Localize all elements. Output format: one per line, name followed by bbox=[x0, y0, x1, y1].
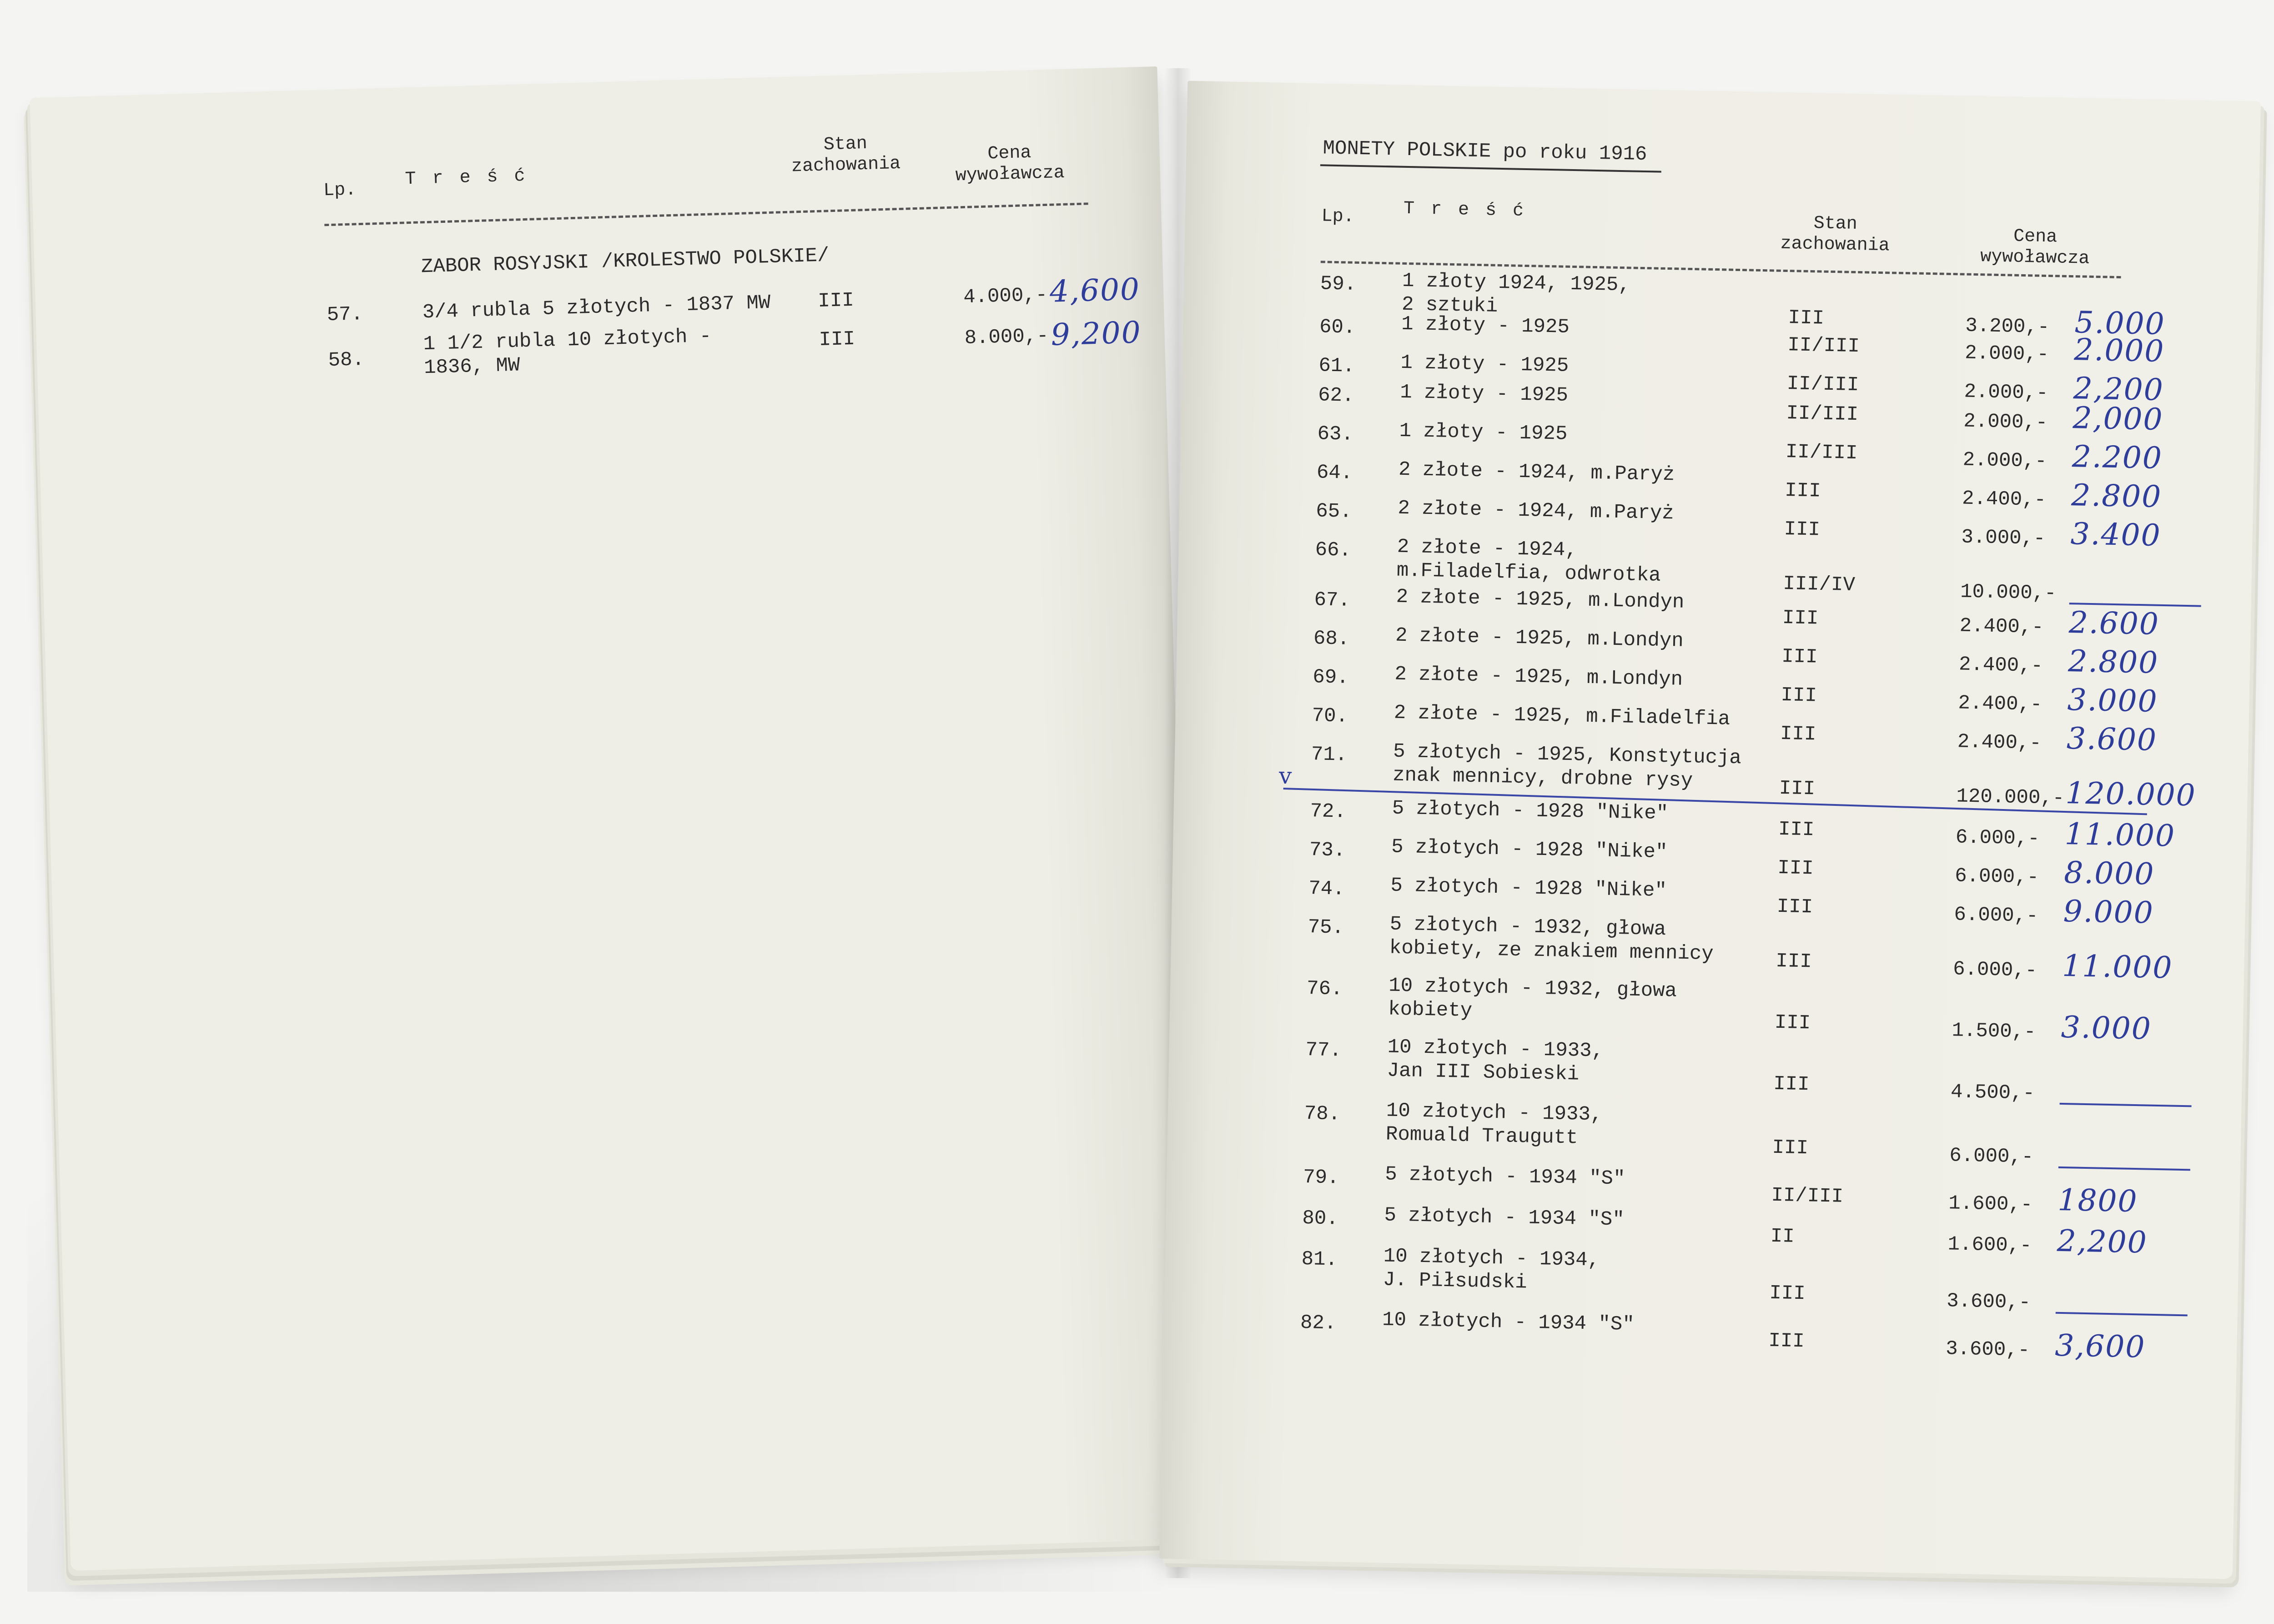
margin-check-mark: v bbox=[1278, 762, 1292, 789]
handwritten-result: 3.000 bbox=[2067, 682, 2158, 719]
item-description-line: m.Filadelfia, odwrotka bbox=[1396, 559, 1661, 587]
item-description-line: 2 złote - 1924, m.Paryż bbox=[1397, 497, 1675, 525]
item-description bbox=[1396, 585, 1685, 614]
item-description-line: 5 złotych - 1934 "S" bbox=[1384, 1204, 1625, 1232]
col-header-cena-line2: wywoławcza bbox=[955, 162, 1065, 186]
col-header-lp: Lp. bbox=[323, 180, 357, 201]
item-price: 3.200,- bbox=[1965, 314, 2050, 339]
item-price: 4.500,- bbox=[1950, 1081, 2035, 1105]
item-condition: III bbox=[817, 289, 855, 313]
item-description bbox=[1393, 740, 1742, 794]
handwritten-result: 3,600 bbox=[2054, 1327, 2146, 1365]
item-lp: 60. bbox=[1319, 316, 1356, 339]
item-lp: 76. bbox=[1306, 977, 1343, 1001]
item-lp: 64. bbox=[1316, 461, 1353, 485]
item-condition: III bbox=[1788, 307, 1825, 330]
item-condition: III bbox=[1768, 1329, 1805, 1353]
item-lp: 63. bbox=[1317, 422, 1354, 446]
item-condition: III bbox=[1772, 1136, 1809, 1160]
col-header-cena bbox=[941, 141, 1078, 187]
item-condition: III bbox=[1781, 645, 1818, 669]
handwritten-result: 2.800 bbox=[2071, 478, 2162, 514]
item-description-line: 10 złotych - 1932, głowa bbox=[1388, 974, 1677, 1003]
item-description-line: 5 złotych - 1928 "Nike" bbox=[1391, 835, 1668, 864]
item-price: 2.000,- bbox=[1964, 342, 2049, 367]
col-header-cena-line1: Cena bbox=[987, 142, 1032, 165]
item-lp: 68. bbox=[1313, 627, 1350, 651]
item-price: 6.000,- bbox=[1954, 865, 2039, 889]
item-description: 3/4 rubla 5 złotych - 1837 MW bbox=[422, 291, 771, 324]
handwritten-dash-line bbox=[2058, 1166, 2190, 1171]
item-description bbox=[1400, 381, 1569, 407]
item-description bbox=[1394, 663, 1683, 692]
col-header-stan-line1: Stan bbox=[823, 133, 868, 156]
item-condition: II/III bbox=[1786, 372, 1859, 397]
header-divider bbox=[324, 202, 1088, 226]
item-lp: 70. bbox=[1312, 704, 1348, 728]
item-lp: 81. bbox=[1301, 1247, 1338, 1272]
item-description bbox=[1396, 535, 1661, 588]
item-description bbox=[1392, 797, 1668, 826]
item-description bbox=[1387, 1035, 1604, 1086]
item-price: 1.500,- bbox=[1952, 1019, 2036, 1044]
item-condition: III bbox=[1778, 818, 1815, 842]
col-header-cena bbox=[1957, 225, 2113, 270]
col-header-lp: Lp. bbox=[1321, 206, 1355, 227]
item-description bbox=[1385, 1162, 1625, 1191]
item-condition: III bbox=[1779, 777, 1816, 801]
item-description bbox=[1386, 1099, 1603, 1150]
item-lp: 62. bbox=[1318, 384, 1354, 407]
handwritten-dash-line bbox=[2056, 1312, 2188, 1317]
item-price: 6.000,- bbox=[1954, 903, 2038, 928]
item-condition: III bbox=[819, 327, 855, 352]
handwritten-result: 9,200 bbox=[1050, 315, 1142, 352]
item-description bbox=[1390, 874, 1667, 903]
item-price: 10.000,- bbox=[1960, 580, 2057, 605]
item-description-line: kobiety bbox=[1388, 998, 1473, 1023]
item-description-line: 2 złote - 1925, m.Londyn bbox=[1396, 585, 1685, 614]
item-description-line: 5 złotych - 1932, głowa bbox=[1389, 913, 1666, 941]
item-price: 3.000,- bbox=[1961, 526, 2046, 551]
item-description-line: 1 złoty - 1925 bbox=[1400, 351, 1569, 377]
handwritten-result: 2.200 bbox=[2072, 439, 2163, 476]
item-lp: 75. bbox=[1308, 916, 1344, 940]
item-description-line: 2 złote - 1925, m.Londyn bbox=[1394, 663, 1683, 691]
handwritten-result: 3.000 bbox=[2061, 1009, 2152, 1046]
col-header-stan bbox=[759, 132, 932, 179]
item-lp: 79. bbox=[1303, 1166, 1339, 1190]
item-description bbox=[423, 325, 712, 380]
handwritten-result: 2,000 bbox=[2072, 400, 2164, 437]
item-description-line: 1 złoty - 1925 bbox=[1399, 381, 1569, 407]
item-description-line: 10 złotych - 1933, bbox=[1386, 1099, 1603, 1126]
item-description-line: znak mennicy, drobne rysy bbox=[1392, 764, 1693, 793]
handwritten-result: 9.000 bbox=[2063, 893, 2154, 930]
item-lp: 57. bbox=[327, 302, 363, 327]
item-price: 8.000,- bbox=[964, 324, 1049, 350]
item-description-line: 2 złote - 1925, m.Filadelfia bbox=[1394, 701, 1731, 731]
item-price: 2.400,- bbox=[1958, 653, 2043, 678]
item-lp: 58. bbox=[327, 348, 365, 372]
col-header-stan-line1: Stan bbox=[1813, 213, 1858, 235]
item-description-line: 5 złotych - 1928 "Nike" bbox=[1390, 874, 1667, 903]
item-condition: III bbox=[1777, 856, 1814, 880]
item-lp: 71. bbox=[1311, 743, 1348, 767]
item-description bbox=[1400, 351, 1569, 378]
item-condition: II/III bbox=[1771, 1184, 1844, 1208]
handwritten-result: 2.600 bbox=[2068, 605, 2160, 642]
item-description-line: 2 złote - 1925, m.Londyn bbox=[1395, 624, 1684, 653]
item-lp: 65. bbox=[1315, 500, 1352, 523]
handwritten-dash-line bbox=[2060, 1103, 2192, 1107]
item-lp: 66. bbox=[1315, 538, 1352, 562]
item-lp: 61. bbox=[1318, 354, 1355, 378]
item-price: 2.000,- bbox=[1962, 448, 2048, 473]
item-price: 3.600,- bbox=[1946, 1290, 2031, 1314]
item-description-line: 2 sztuki bbox=[1401, 293, 1498, 318]
handwritten-result: 120.000 bbox=[2065, 775, 2197, 813]
handwritten-result: 4,600 bbox=[1049, 272, 1141, 309]
section-heading: ZABOR ROSYJSKI /KROLESTWO POLSKIE/ bbox=[421, 244, 830, 279]
col-header-tresc: T r e ś ć bbox=[1403, 198, 1527, 221]
item-description bbox=[1399, 458, 1675, 487]
item-price: 6.000,- bbox=[1949, 1144, 2034, 1169]
item-condition: III bbox=[1782, 606, 1819, 630]
handwritten-result: 2.800 bbox=[2068, 644, 2159, 680]
item-lp: 82. bbox=[1300, 1311, 1337, 1335]
item-condition: III/IV bbox=[1782, 572, 1856, 597]
item-description bbox=[1395, 624, 1684, 653]
item-price: 2.400,- bbox=[1957, 730, 2042, 755]
item-description-line: 10 złotych - 1934, bbox=[1383, 1245, 1600, 1272]
item-lp: 69. bbox=[1312, 666, 1349, 689]
item-description-line: 2 złote - 1924, m.Paryż bbox=[1398, 458, 1675, 487]
item-description bbox=[1398, 497, 1674, 526]
item-price: 120.000,- bbox=[1956, 785, 2065, 810]
item-lp: 77. bbox=[1305, 1039, 1342, 1062]
item-description-line: Romuald Traugutt bbox=[1385, 1123, 1578, 1150]
item-condition: III bbox=[1784, 518, 1821, 542]
item-price: 2.400,- bbox=[1959, 614, 2044, 639]
item-lp: 78. bbox=[1304, 1102, 1341, 1126]
item-condition: II/III bbox=[1785, 441, 1858, 465]
item-lp: 74. bbox=[1308, 877, 1345, 901]
item-price: 3.600,- bbox=[1945, 1337, 2030, 1362]
item-description-line: J. Piłsudski bbox=[1383, 1268, 1528, 1294]
item-description-line: 5 złotych - 1928 "Nike" bbox=[1392, 797, 1669, 825]
item-condition: III bbox=[1769, 1282, 1806, 1306]
col-header-stan-line2: zachowania bbox=[791, 153, 901, 177]
item-description-line2: 1836, MW bbox=[423, 354, 521, 380]
left-page bbox=[30, 66, 1198, 1571]
item-price: 4.000,- bbox=[963, 283, 1048, 309]
col-header-cena-line1: Cena bbox=[2013, 226, 2058, 248]
handwritten-result: 2,200 bbox=[2073, 371, 2164, 407]
item-condition: III bbox=[1780, 722, 1816, 746]
item-lp: 72. bbox=[1310, 800, 1347, 824]
item-lp: 80. bbox=[1302, 1207, 1339, 1231]
handwritten-result: 1800 bbox=[2057, 1182, 2138, 1219]
item-description-line: 1 złoty - 1925 bbox=[1399, 419, 1568, 446]
handwritten-result: 3.400 bbox=[2070, 516, 2162, 553]
item-description bbox=[1383, 1244, 1600, 1296]
item-price: 2.400,- bbox=[1962, 487, 2047, 512]
item-description bbox=[1394, 701, 1730, 731]
handwritten-result: 2,200 bbox=[2057, 1223, 2148, 1260]
item-condition: II/III bbox=[1787, 334, 1860, 358]
handwritten-result: 2.000 bbox=[2073, 332, 2165, 369]
item-condition: III bbox=[1773, 1072, 1810, 1096]
item-description bbox=[1399, 419, 1568, 446]
handwritten-result: 3.600 bbox=[2066, 721, 2158, 758]
item-description-line: 10 złotych - 1934 "S" bbox=[1382, 1308, 1635, 1337]
item-price: 6.000,- bbox=[1952, 958, 2038, 982]
handwritten-result: 5.000 bbox=[2074, 305, 2166, 342]
item-description-line1: 1 1/2 rubla 10 złotych - bbox=[423, 325, 712, 356]
item-description-line: kobiety, ze znakiem mennicy bbox=[1389, 936, 1714, 966]
item-description-line: 1 złoty 1924, 1925, bbox=[1402, 269, 1631, 297]
handwritten-result: 11.000 bbox=[2064, 816, 2176, 854]
item-price: 6.000,- bbox=[1955, 826, 2040, 850]
page-title: MONETY POLSKIE po roku 1916 bbox=[1323, 137, 1647, 166]
item-price: 2.400,- bbox=[1957, 692, 2043, 716]
item-description-line: 1 złoty - 1925 bbox=[1401, 312, 1570, 339]
item-lp: 59. bbox=[1320, 272, 1357, 296]
item-lp: 67. bbox=[1314, 588, 1351, 612]
item-condition: III bbox=[1776, 950, 1812, 974]
item-condition: III bbox=[1774, 1011, 1811, 1035]
item-description-line: Jan III Sobieski bbox=[1387, 1059, 1580, 1086]
item-description-line: 5 złotych - 1934 "S" bbox=[1384, 1163, 1625, 1191]
item-description bbox=[1384, 1203, 1625, 1232]
item-price: 2.000,- bbox=[1964, 380, 2048, 405]
col-header-tresc: T r e ś ć bbox=[404, 166, 528, 190]
item-lp: 73. bbox=[1309, 839, 1346, 862]
col-header-cena-line2: wywoławcza bbox=[1980, 246, 2090, 269]
item-description bbox=[1391, 835, 1668, 865]
item-description bbox=[1389, 913, 1714, 966]
right-page bbox=[1159, 81, 2261, 1579]
item-description-line: 5 złotych - 1925, Konstytucja bbox=[1393, 740, 1742, 770]
item-condition: III bbox=[1781, 684, 1817, 708]
col-header-stan bbox=[1748, 212, 1922, 257]
item-description bbox=[1382, 1308, 1635, 1337]
item-condition: II bbox=[1770, 1225, 1795, 1248]
item-price: 1.600,- bbox=[1948, 1192, 2033, 1217]
item-description-line: 10 złotych - 1933, bbox=[1387, 1036, 1604, 1063]
title-underline bbox=[1320, 164, 1661, 172]
handwritten-result: 11.000 bbox=[2062, 948, 2173, 985]
handwritten-result: 8.000 bbox=[2063, 855, 2155, 892]
item-description bbox=[1388, 974, 1677, 1027]
item-condition: III bbox=[1776, 895, 1813, 919]
item-description bbox=[1401, 312, 1570, 339]
col-header-stan-line2: zachowania bbox=[1780, 233, 1890, 256]
item-condition: III bbox=[1784, 479, 1821, 503]
item-price: 2.000,- bbox=[1963, 410, 2048, 435]
item-condition: II/III bbox=[1786, 402, 1859, 427]
item-price: 1.600,- bbox=[1947, 1233, 2032, 1257]
item-description-line: 2 złote - 1924, bbox=[1397, 535, 1578, 562]
